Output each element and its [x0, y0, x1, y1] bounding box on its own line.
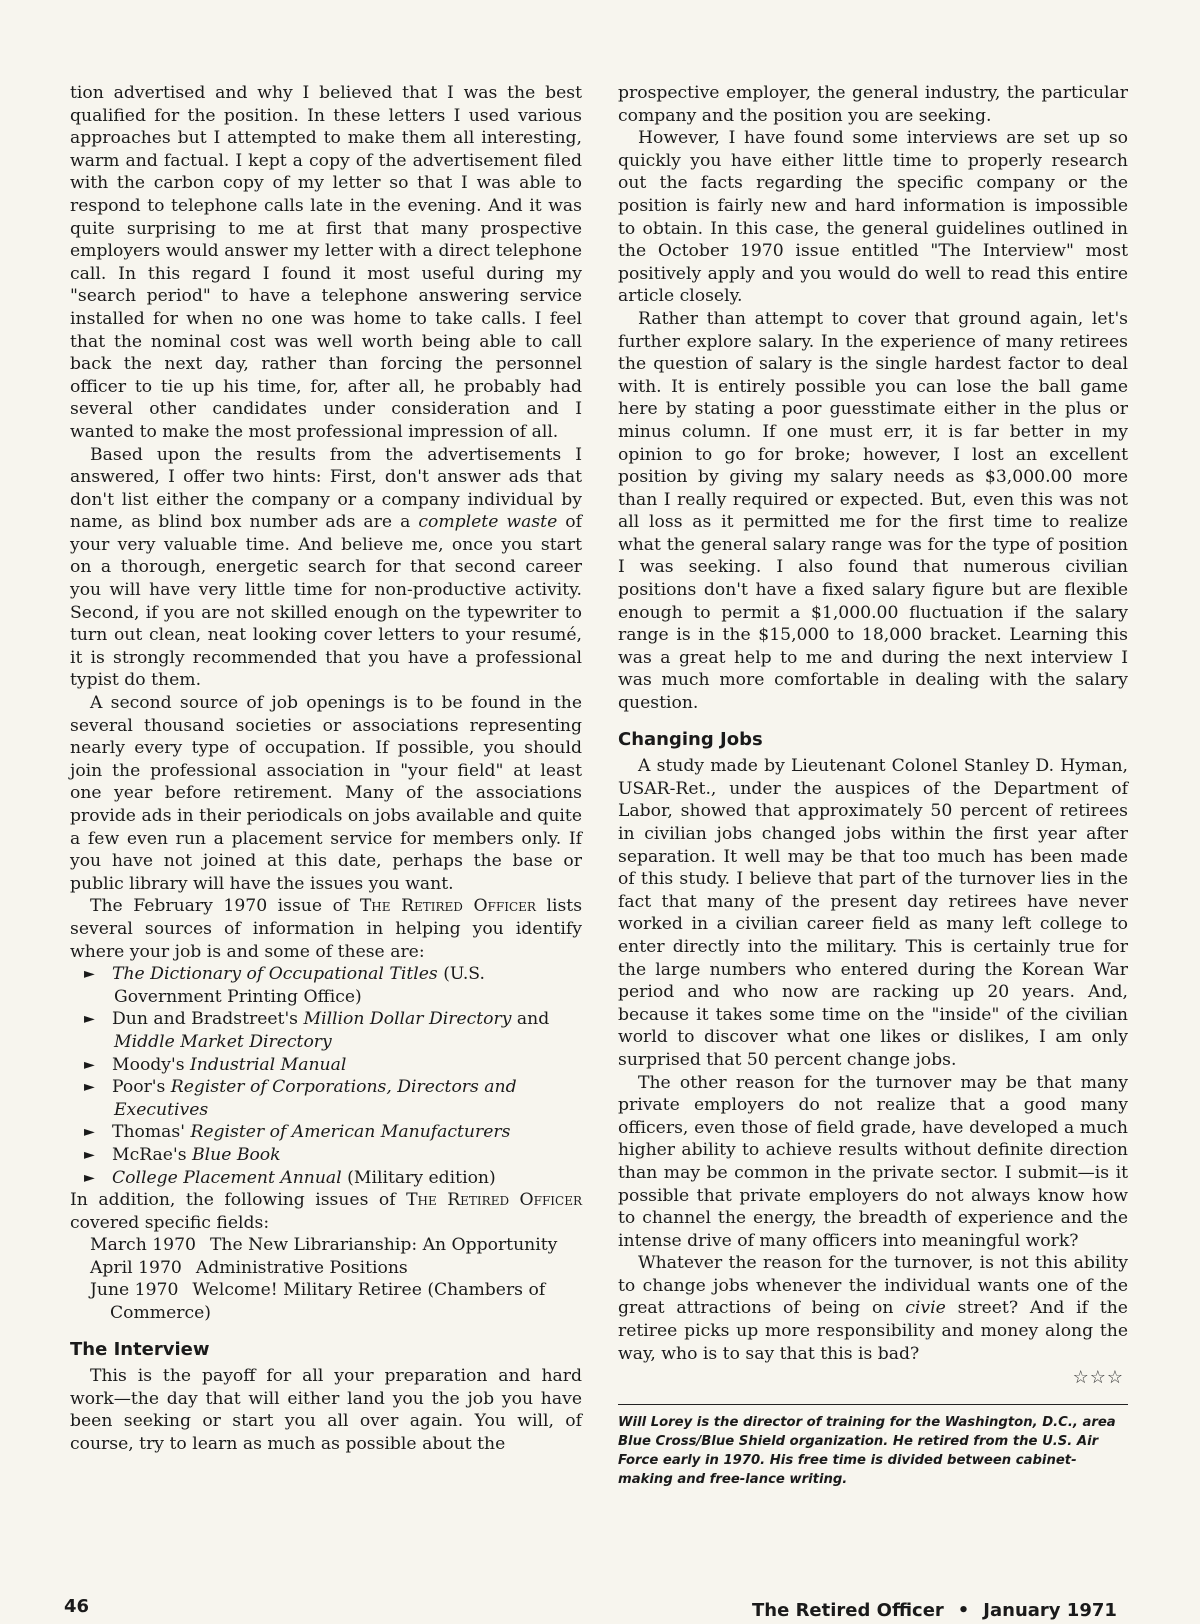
text-run: street? And if the retiree picks up more responsibility and money along the way, who is to say that this is bad?: [618, 1298, 1128, 1364]
paragraph: The other reason for the turnover may be that many private employers do not realize that a good many officers, even those of field grade, have developed a much higher ability to achieve results without definite direction than may be common in the private sector. I submit—is it possible that private employers do not always know how to channel the energy, the breadth of experience and the intense drive of many officers into meaningful work?: [618, 1072, 1128, 1251]
issue-month: April 1970: [90, 1257, 182, 1278]
source-title: The Dictionary of Occupational Titles: [112, 964, 438, 985]
list-item: [70, 1076, 582, 1121]
sources-list: [70, 963, 582, 1189]
section-heading: Changing Jobs: [618, 728, 763, 750]
source-title: Blue Book: [192, 1144, 281, 1165]
text-run: Thomas': [112, 1122, 191, 1143]
footer-magazine: The Retired Officer: [752, 1600, 944, 1621]
paragraph: [70, 1189, 582, 1234]
source-title: Register of Corporations, Directors and Executives: [114, 1077, 517, 1120]
source-title: Middle Market Directory: [114, 1031, 332, 1052]
paragraph: However, I have found some interviews are set up so quickly you have either little time to properly research out the facts regarding the specific company or the position is fairly new and hard information is impossible to obtain. In this case, the general guidelines outlined in the October 1970 issue entitled "The Interview" most positively apply and you would do well to read this entire article closely.: [618, 128, 1128, 307]
arrow-bullet-icon: ►: [84, 1146, 95, 1163]
text-run: Dun and Bradstreet's: [112, 1009, 304, 1030]
text-run: covered specific fields:: [70, 1212, 270, 1233]
list-item: [70, 963, 582, 1008]
text-run: In addition, the following issues of: [70, 1190, 407, 1211]
issue-topic: The New Librarianship: An Opportunity: [209, 1235, 558, 1256]
issue-month: March 1970: [90, 1235, 196, 1256]
list-item: [70, 1121, 582, 1144]
list-item: [70, 1008, 582, 1053]
source-title: Million Dollar Directory: [303, 1009, 512, 1030]
arrow-bullet-icon: ►: [84, 1079, 95, 1096]
source-title: College Placement Annual: [112, 1167, 342, 1188]
divider: [618, 1404, 1128, 1405]
footer-separator: •: [957, 1600, 970, 1621]
list-item: [70, 1144, 582, 1167]
arrow-bullet-icon: ►: [84, 1169, 95, 1186]
paragraph: [70, 444, 582, 693]
text-run: Whatever the reason for the turnover, is not this ability to change jobs whenever the individual wants one of the great attractions of being on: [618, 1253, 1128, 1319]
paragraph: prospective employer, the general industry, the particular company and the position you are seeking.: [618, 83, 1128, 126]
issue-topic: Administrative Positions: [195, 1257, 408, 1278]
page-number: 46: [64, 1596, 90, 1617]
arrow-bullet-icon: ►: [84, 1056, 95, 1073]
paragraph: [70, 895, 582, 963]
section-heading: The Interview: [70, 1338, 210, 1360]
source-title: Industrial Manual: [190, 1054, 347, 1075]
list-item: [70, 1234, 582, 1257]
footer-date: January 1971: [983, 1600, 1117, 1621]
list-item: [70, 1257, 582, 1280]
arrow-bullet-icon: ►: [84, 1124, 95, 1141]
text-run: lists several sources of information in helping you identify where your job is and some of these are:: [70, 896, 583, 962]
author-bio: Will Lorey is the director of training for the Washington, D.C., area Blue Cross/Blue Shield organization. He retired from the U.S. Air Force early in 1970. His free time is divided between cabinet-making and free-lance writing.: [618, 1414, 1116, 1487]
magazine-name: The Retired Officer: [359, 896, 536, 917]
paragraph: [618, 1252, 1128, 1365]
list-item: [70, 1279, 582, 1324]
text-run: of your very valuable time. And believe me, once you start on a thorough, energetic search for that second career you will have very little time for non-productive activity. Second, if you are not skilled enough on the typewriter to turn out clean, neat looking cover letters to your resumé, it is strongly recommended that you have a professional typist do them.: [70, 512, 582, 691]
text-run: (U.S. Government Printing Office): [114, 964, 485, 1007]
arrow-bullet-icon: ►: [84, 966, 95, 983]
issues-list: [70, 1234, 582, 1324]
issue-topic: Welcome! Military Retiree (Chambers of Commerce): [110, 1280, 546, 1324]
emphasis: civie: [905, 1298, 946, 1319]
end-mark-stars-icon: ☆☆☆: [1072, 1367, 1124, 1389]
right-column: [618, 82, 1128, 1489]
text-run: and: [511, 1009, 550, 1030]
emphasis: complete waste: [418, 512, 558, 533]
paragraph: A study made by Lieutenant Colonel Stanley D. Hyman, USAR-Ret., under the auspices of the Department of Labor, showed that approximately 50 percent of retirees in civilian jobs changed jobs within the first year after separation. It well may be that too much has been made of this study. I believe that part of the turnover lies in the fact that many of the present day retirees have never worked in a civilian career field as many left college to enter directly into the military. This is certainly true for the large numbers who entered during the Korean War period and who now are racking up 20 years. And, because it takes some time on the "inside" of the civilian world to discover what one likes or dislikes, I am only surprised that 50 percent change jobs.: [618, 756, 1128, 1070]
text-run: McRae's: [112, 1144, 192, 1165]
issue-month: June 1970: [90, 1280, 179, 1301]
source-title: Register of American Manufacturers: [190, 1122, 511, 1143]
list-item: [70, 1167, 582, 1190]
text-run: (Military edition): [341, 1167, 496, 1188]
paragraph: Rather than attempt to cover that ground again, let's further explore salary. In the experience of many retirees the question of salary is the single hardest factor to deal with. It is entirely possible you can lose the ball game here by stating a poor guesstimate either in the plus or minus column. If one must err, it is far better in my opinion to go for broke; however, I lost an excellent position by giving my salary needs as $3,000.00 more than I really required or expected. But, even this was not all loss as it permitted me for the first time to realize what the general salary range was for the type of position I was seeking. I also found that numerous civilian positions don't have a fixed salary figure but are flexible enough to permit a $1,000.00 fluctuation if the salary range is in the $15,000 to 18,000 bracket. Learning this was a great help to me and during the next interview I was much more comfortable in dealing with the salary question.: [618, 308, 1128, 714]
text-run: Based upon the results from the advertisements I answered, I offer two hints: First, don't answer ads that don't list either the company or a company individual by name, as blind box number ads are a: [70, 444, 582, 533]
text-run: Moody's: [112, 1054, 191, 1075]
paragraph: tion advertised and why I believed that I was the best qualified for the position. In these letters I used various approaches but I attempted to make them all interesting, warm and factual. I kept a copy of the advertisement filed with the carbon copy of my letter so that I was able to respond to telephone calls late in the evening. And it was quite surprising to me at first that many prospective employers would answer my letter with a direct telephone call. In this regard I found it most useful during my "search period" to have a telephone answering service installed for when no one was home to take calls. I feel that the nominal cost was well worth being able to call back the next day, rather than forcing the personnel officer to tie up his time, for, after all, he probably had several other candidates under consideration and I wanted to make the most professional impression of all.: [70, 83, 582, 442]
list-item: [70, 1054, 582, 1077]
running-footer: [752, 1600, 1117, 1621]
magazine-name: The Retired Officer: [406, 1190, 582, 1211]
paragraph: A second source of job openings is to be found in the several thousand societies or associations representing nearly every type of occupation. If possible, you should join the professional association in "your field" at least one year before retirement. Many of the associations provide ads in their periodicals on jobs available and quite a few even run a placement service for members only. If you have not joined at this date, perhaps the base or public library will have the issues you want.: [70, 693, 582, 894]
paragraph: This is the payoff for all your preparation and hard work—the day that will either land you the job you have been seeking or start you all over again. You will, of course, try to learn as much as possible about the: [70, 1366, 582, 1455]
text-run: The February 1970 issue of: [90, 896, 360, 917]
left-column: [70, 82, 582, 1456]
arrow-bullet-icon: ►: [84, 1011, 95, 1028]
text-run: Poor's: [112, 1077, 171, 1098]
